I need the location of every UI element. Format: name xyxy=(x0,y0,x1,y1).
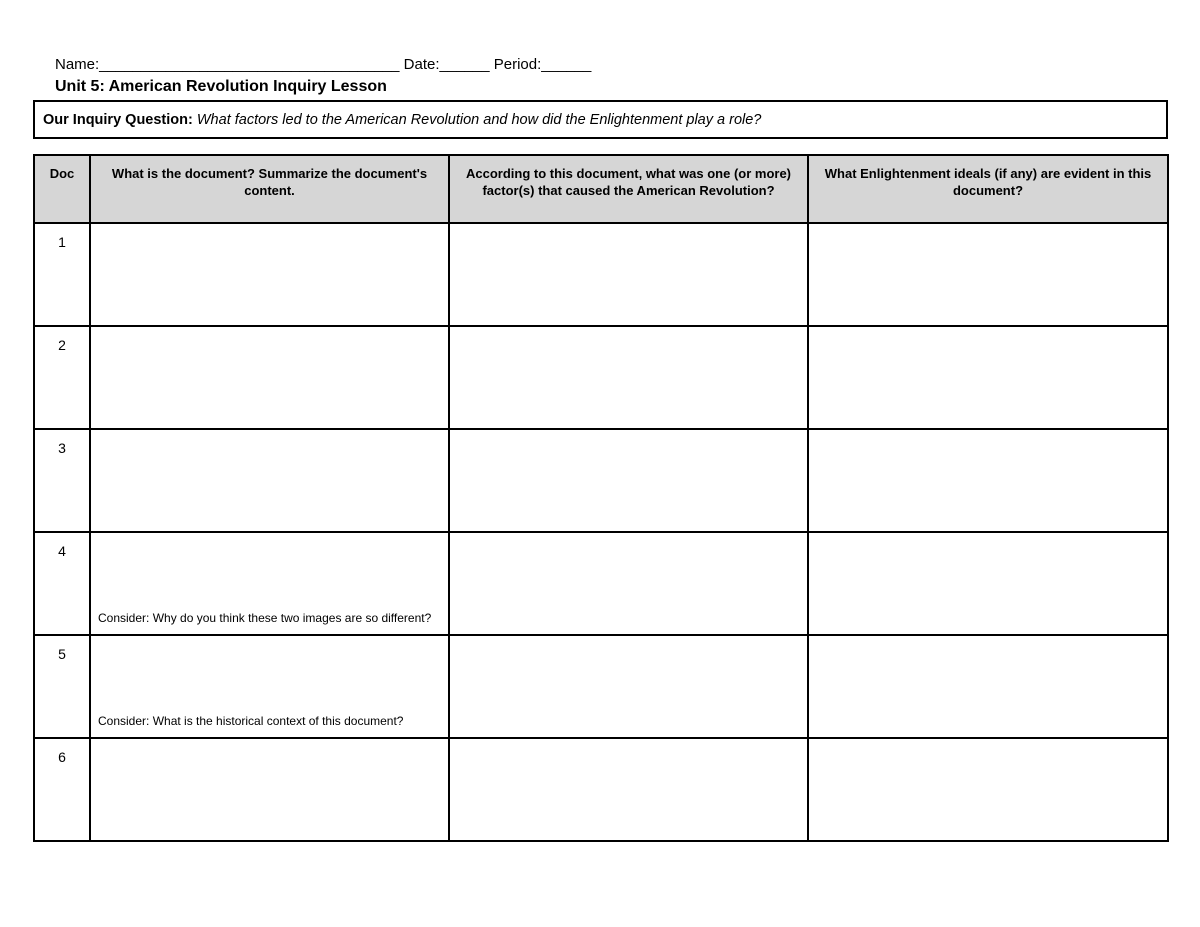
factors-cell[interactable] xyxy=(449,223,808,326)
table-row xyxy=(34,223,1168,326)
factors-cell[interactable] xyxy=(449,532,808,635)
summary-cell[interactable] xyxy=(90,635,449,738)
enlightenment-cell[interactable] xyxy=(808,635,1168,738)
inquiry-question-box xyxy=(33,100,1168,139)
table-header-row xyxy=(34,155,1168,223)
table-row xyxy=(34,429,1168,532)
doc-number-cell xyxy=(34,223,90,326)
summary-cell[interactable] xyxy=(90,223,449,326)
summary-cell[interactable] xyxy=(90,738,449,841)
doc-number: 3 xyxy=(58,440,66,456)
column-header-factors: According to this document, what was one (or more) factor(s) that caused the American Revolution? xyxy=(449,155,808,223)
table-row xyxy=(34,326,1168,429)
factors-cell[interactable] xyxy=(449,326,808,429)
column-header-summary: What is the document? Summarize the document's content. xyxy=(90,155,449,223)
enlightenment-cell[interactable] xyxy=(808,326,1168,429)
doc-number: 1 xyxy=(58,234,66,250)
doc-number-cell xyxy=(34,738,90,841)
table-row xyxy=(34,738,1168,841)
doc-number: 6 xyxy=(58,749,66,765)
summary-cell[interactable] xyxy=(90,326,449,429)
doc-number: 2 xyxy=(58,337,66,353)
inquiry-label: Our Inquiry Question: xyxy=(43,112,193,128)
summary-cell[interactable] xyxy=(90,532,449,635)
table-row xyxy=(34,532,1168,635)
enlightenment-cell[interactable] xyxy=(808,429,1168,532)
document-analysis-table xyxy=(33,154,1169,842)
doc-number-cell xyxy=(34,326,90,429)
factors-cell[interactable] xyxy=(449,738,808,841)
name-date-period-line: Name:____________________________________ Date:______ Period:______ xyxy=(55,56,592,73)
consider-prompt: Consider: What is the historical context of this document? xyxy=(98,714,404,728)
doc-number-cell xyxy=(34,635,90,738)
enlightenment-cell[interactable] xyxy=(808,223,1168,326)
table-row xyxy=(34,635,1168,738)
factors-cell[interactable] xyxy=(449,635,808,738)
enlightenment-cell[interactable] xyxy=(808,532,1168,635)
column-header-doc: Doc xyxy=(34,155,90,223)
factors-cell[interactable] xyxy=(449,429,808,532)
inquiry-question: What factors led to the American Revolution and how did the Enlightenment play a role? xyxy=(196,112,762,128)
column-header-enlightenment: What Enlightenment ideals (if any) are evident in this document? xyxy=(808,155,1168,223)
doc-number: 4 xyxy=(58,543,66,559)
enlightenment-cell[interactable] xyxy=(808,738,1168,841)
doc-number-cell xyxy=(34,532,90,635)
doc-number: 5 xyxy=(58,646,66,662)
consider-prompt: Consider: Why do you think these two images are so different? xyxy=(98,611,432,625)
inquiry-question-text xyxy=(43,112,761,128)
doc-number-cell xyxy=(34,429,90,532)
summary-cell[interactable] xyxy=(90,429,449,532)
unit-title: Unit 5: American Revolution Inquiry Lesson xyxy=(55,78,387,95)
